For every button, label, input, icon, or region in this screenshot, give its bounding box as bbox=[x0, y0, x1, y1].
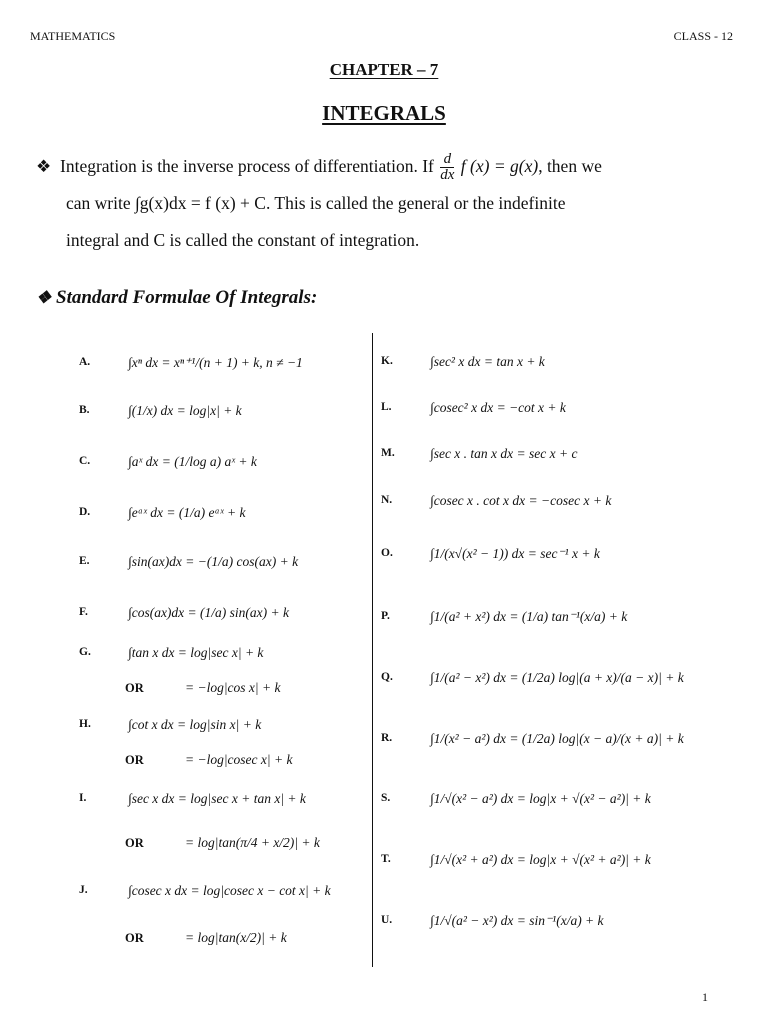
formula-alternate: = log|tan(π/4 + x/2)| + k bbox=[185, 835, 320, 850]
intro-paragraph bbox=[36, 148, 728, 259]
chapter-title: CHAPTER – 7 bbox=[329, 60, 439, 79]
or-label: OR bbox=[125, 681, 144, 695]
formula-alternate: = log|tan(x/2)| + k bbox=[185, 930, 287, 945]
formula-label: A. bbox=[79, 356, 91, 368]
topic-title: INTEGRALS bbox=[322, 101, 446, 125]
class-header: CLASS - 12 bbox=[673, 29, 733, 43]
formula: ∫(1/x) dx = log|x| + k bbox=[128, 403, 242, 418]
derivative-fraction bbox=[440, 152, 454, 183]
formula: ∫aˣ dx = (1/log a) aˣ + k bbox=[128, 454, 257, 469]
formula: ∫1/√(a² − x²) dx = sin⁻¹(x/a) + k bbox=[430, 913, 604, 928]
intro-line1-math: f (x) = g(x) bbox=[460, 156, 539, 176]
formula-label: N. bbox=[381, 494, 393, 506]
intro-line-3: integral and C is called the constant of integration. bbox=[66, 230, 420, 250]
formula-label: K. bbox=[381, 355, 393, 367]
formula: ∫1/√(x² + a²) dx = log|x + √(x² + a²)| + k bbox=[430, 852, 651, 867]
intro-line-2: can write ∫g(x)dx = f (x) + C. This is called the general or the indefinite bbox=[66, 193, 566, 213]
formula-label: P. bbox=[381, 610, 390, 622]
formula: ∫1/(x√(x² − 1)) dx = sec⁻¹ x + k bbox=[430, 546, 600, 561]
formula: ∫sec x dx = log|sec x + tan x| + k bbox=[128, 791, 306, 806]
standard-formulae-title: Standard Formulae Of Integrals: bbox=[56, 287, 318, 308]
formula-label: O. bbox=[381, 547, 393, 559]
formula: ∫1/√(x² − a²) dx = log|x + √(x² − a²)| + k bbox=[430, 791, 651, 806]
intro-line1-tail: , then we bbox=[538, 156, 602, 176]
formula-alternate: = −log|cos x| + k bbox=[185, 680, 281, 695]
column-divider bbox=[372, 333, 373, 967]
or-label: OR bbox=[125, 753, 144, 767]
or-label: OR bbox=[125, 931, 144, 945]
formula-label: G. bbox=[79, 646, 91, 658]
formula: ∫eᵃˣ dx = (1/a) eᵃˣ + k bbox=[128, 505, 246, 520]
formula-label: S. bbox=[381, 792, 391, 804]
formula-label: Q. bbox=[381, 671, 393, 683]
formula: ∫cot x dx = log|sin x| + k bbox=[128, 717, 262, 732]
formula: ∫sec² x dx = tan x + k bbox=[430, 354, 545, 369]
formula: ∫cosec x . cot x dx = −cosec x + k bbox=[430, 493, 612, 508]
derivative-denominator: dx bbox=[440, 167, 455, 184]
formula-label: M. bbox=[381, 447, 395, 459]
formula-label: F. bbox=[79, 606, 88, 618]
derivative-numerator: d bbox=[440, 152, 454, 168]
formula-alternate: = −log|cosec x| + k bbox=[185, 752, 293, 767]
diamond-bullet-icon: ❖ bbox=[36, 288, 52, 307]
formula-label: C. bbox=[79, 455, 91, 467]
formula-label: B. bbox=[79, 404, 90, 416]
formula-label: R. bbox=[381, 732, 393, 744]
or-label: OR bbox=[125, 836, 144, 850]
formula: ∫cos(ax)dx = (1/a) sin(ax) + k bbox=[128, 605, 289, 620]
intro-line-1 bbox=[36, 148, 728, 185]
formula-label: I. bbox=[79, 792, 87, 804]
formula: ∫tan x dx = log|sec x| + k bbox=[128, 645, 264, 660]
formula: ∫cosec² x dx = −cot x + k bbox=[430, 400, 566, 415]
intro-line1-text: Integration is the inverse process of differentiation. If bbox=[60, 156, 434, 176]
formula-label: L. bbox=[381, 401, 392, 413]
standard-formulae-heading bbox=[36, 287, 317, 309]
formula-label: J. bbox=[79, 884, 88, 896]
diamond-bullet-icon: ❖ bbox=[36, 157, 52, 176]
formula: ∫1/(x² − a²) dx = (1/2a) log|(x − a)/(x + a)| + k bbox=[430, 731, 684, 746]
formula-label: T. bbox=[381, 853, 391, 865]
formula: ∫sec x . tan x dx = sec x + c bbox=[430, 446, 578, 461]
formula-label: U. bbox=[381, 914, 393, 926]
formula-label: E. bbox=[79, 555, 90, 567]
formula-label: H. bbox=[79, 718, 91, 730]
formula: ∫sin(ax)dx = −(1/a) cos(ax) + k bbox=[128, 554, 299, 569]
formula: ∫1/(a² − x²) dx = (1/2a) log|(a + x)/(a − x)| + k bbox=[430, 670, 684, 685]
formula: ∫1/(a² + x²) dx = (1/a) tan⁻¹(x/a) + k bbox=[430, 609, 628, 624]
formula: ∫xⁿ dx = xⁿ⁺¹/(n + 1) + k, n ≠ −1 bbox=[128, 355, 303, 370]
formula: ∫cosec x dx = log|cosec x − cot x| + k bbox=[128, 883, 331, 898]
subject-header: MATHEMATICS bbox=[30, 29, 116, 43]
page-number: 1 bbox=[702, 990, 708, 1004]
formula-label: D. bbox=[79, 506, 91, 518]
